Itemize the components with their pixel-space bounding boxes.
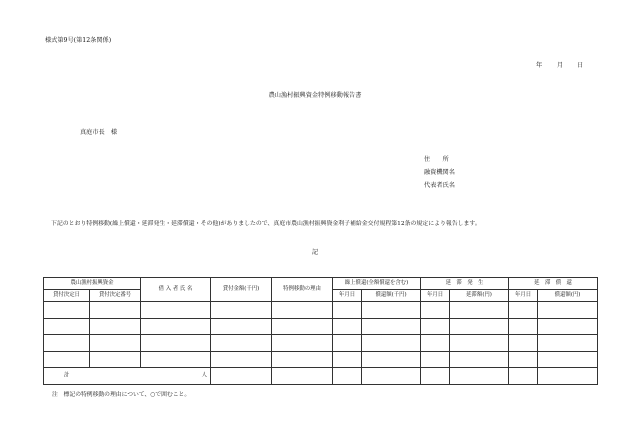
cell[interactable] xyxy=(421,335,450,352)
cell[interactable] xyxy=(509,302,538,319)
prepay-amount-header: 償還額(千円) xyxy=(362,290,421,302)
cell[interactable] xyxy=(450,302,509,319)
cell[interactable] xyxy=(362,335,421,352)
cell[interactable] xyxy=(44,335,90,352)
cell[interactable] xyxy=(141,351,211,368)
cell[interactable] xyxy=(450,351,509,368)
addressee: 真庭市長 様 xyxy=(80,129,118,136)
document-title: 農山漁村振興資金特例移動報告書 xyxy=(268,92,362,99)
delay-amount-header: 延滞額(円) xyxy=(450,290,509,302)
cell[interactable] xyxy=(44,351,90,368)
cell[interactable] xyxy=(90,335,141,352)
cell[interactable] xyxy=(333,351,362,368)
table-row xyxy=(44,318,598,335)
prepay-group-header: 繰上償還(全額償還を含む) xyxy=(333,278,421,290)
prepay-date-header: 年月日 xyxy=(333,290,362,302)
cell[interactable] xyxy=(450,368,509,385)
delay-date-header: 年月日 xyxy=(421,290,450,302)
cell[interactable] xyxy=(538,302,598,319)
cell[interactable] xyxy=(362,368,421,385)
header-row-1 xyxy=(44,278,598,290)
total-label: 計 xyxy=(64,372,70,379)
total-amount-cell[interactable] xyxy=(211,368,272,385)
cell[interactable] xyxy=(141,302,211,319)
cell[interactable] xyxy=(538,335,598,352)
cell[interactable] xyxy=(421,302,450,319)
cell[interactable] xyxy=(509,351,538,368)
report-table xyxy=(43,277,598,385)
cell[interactable] xyxy=(211,302,272,319)
date-year: 年 xyxy=(536,62,543,69)
date-month: 月 xyxy=(557,62,564,69)
cell[interactable] xyxy=(333,368,362,385)
address-label: 住 所 xyxy=(424,156,449,163)
cell[interactable] xyxy=(272,351,333,368)
cell[interactable] xyxy=(44,302,90,319)
cell[interactable] xyxy=(538,351,598,368)
cell[interactable] xyxy=(421,368,450,385)
date-day: 日 xyxy=(577,62,584,69)
cell[interactable] xyxy=(272,318,333,335)
cell[interactable] xyxy=(450,318,509,335)
cell[interactable] xyxy=(90,318,141,335)
cell[interactable] xyxy=(333,335,362,352)
cell[interactable] xyxy=(509,318,538,335)
form-number: 様式第9号(第12条関係) xyxy=(45,37,112,44)
footnote: 注 標記の特例移動の理由について、○で囲むこと。 xyxy=(52,392,191,398)
cell[interactable] xyxy=(211,351,272,368)
cell[interactable] xyxy=(272,368,333,385)
table-row xyxy=(44,335,598,352)
cell[interactable] xyxy=(141,335,211,352)
cell[interactable] xyxy=(211,335,272,352)
ki-label: 記 xyxy=(311,249,319,256)
cell[interactable] xyxy=(421,351,450,368)
cell[interactable] xyxy=(333,318,362,335)
cell[interactable] xyxy=(450,335,509,352)
cell[interactable] xyxy=(333,302,362,319)
cell[interactable] xyxy=(44,318,90,335)
cell[interactable] xyxy=(538,368,598,385)
cell[interactable] xyxy=(421,318,450,335)
body-text: 下記のとおり特例移動(繰上償還・延滞発生・延滞償還・その他)がありましたので、真庭市農山漁村振興資金利子補給金交付規程第12条の規定により報告します。 xyxy=(51,221,481,227)
total-row xyxy=(44,368,598,385)
representative-label: 代表者氏名 xyxy=(424,182,455,189)
delay-group-header: 延 滞 発 生 xyxy=(421,278,509,290)
cell[interactable] xyxy=(141,318,211,335)
loan-number-header: 貸付決定番号 xyxy=(90,290,141,302)
cell[interactable] xyxy=(509,335,538,352)
borrower-header: 借 入 者 氏 名 xyxy=(141,278,211,302)
loan-date-header: 貸付決定日 xyxy=(44,290,90,302)
table-row xyxy=(44,351,598,368)
delay-repay-amount-header: 償還額(円) xyxy=(538,290,598,302)
cell[interactable] xyxy=(362,318,421,335)
total-label-cell xyxy=(44,368,211,385)
cell[interactable] xyxy=(211,318,272,335)
institution-label: 融資機関名 xyxy=(424,169,455,176)
delay-repay-group-header: 延 滞 償 還 xyxy=(509,278,598,290)
cell[interactable] xyxy=(90,302,141,319)
group-loan-header: 農山漁村振興資金 xyxy=(44,278,141,290)
cell[interactable] xyxy=(538,318,598,335)
person-unit: 人 xyxy=(201,372,208,379)
delay-repay-date-header: 年月日 xyxy=(509,290,538,302)
cell[interactable] xyxy=(362,351,421,368)
loan-amount-header: 貸付金額(千円) xyxy=(211,278,272,302)
cell[interactable] xyxy=(272,335,333,352)
cell[interactable] xyxy=(362,302,421,319)
reason-header: 特例移動の理由 xyxy=(272,278,333,302)
cell[interactable] xyxy=(90,351,141,368)
cell[interactable] xyxy=(509,368,538,385)
cell[interactable] xyxy=(272,302,333,319)
table-row xyxy=(44,302,598,319)
